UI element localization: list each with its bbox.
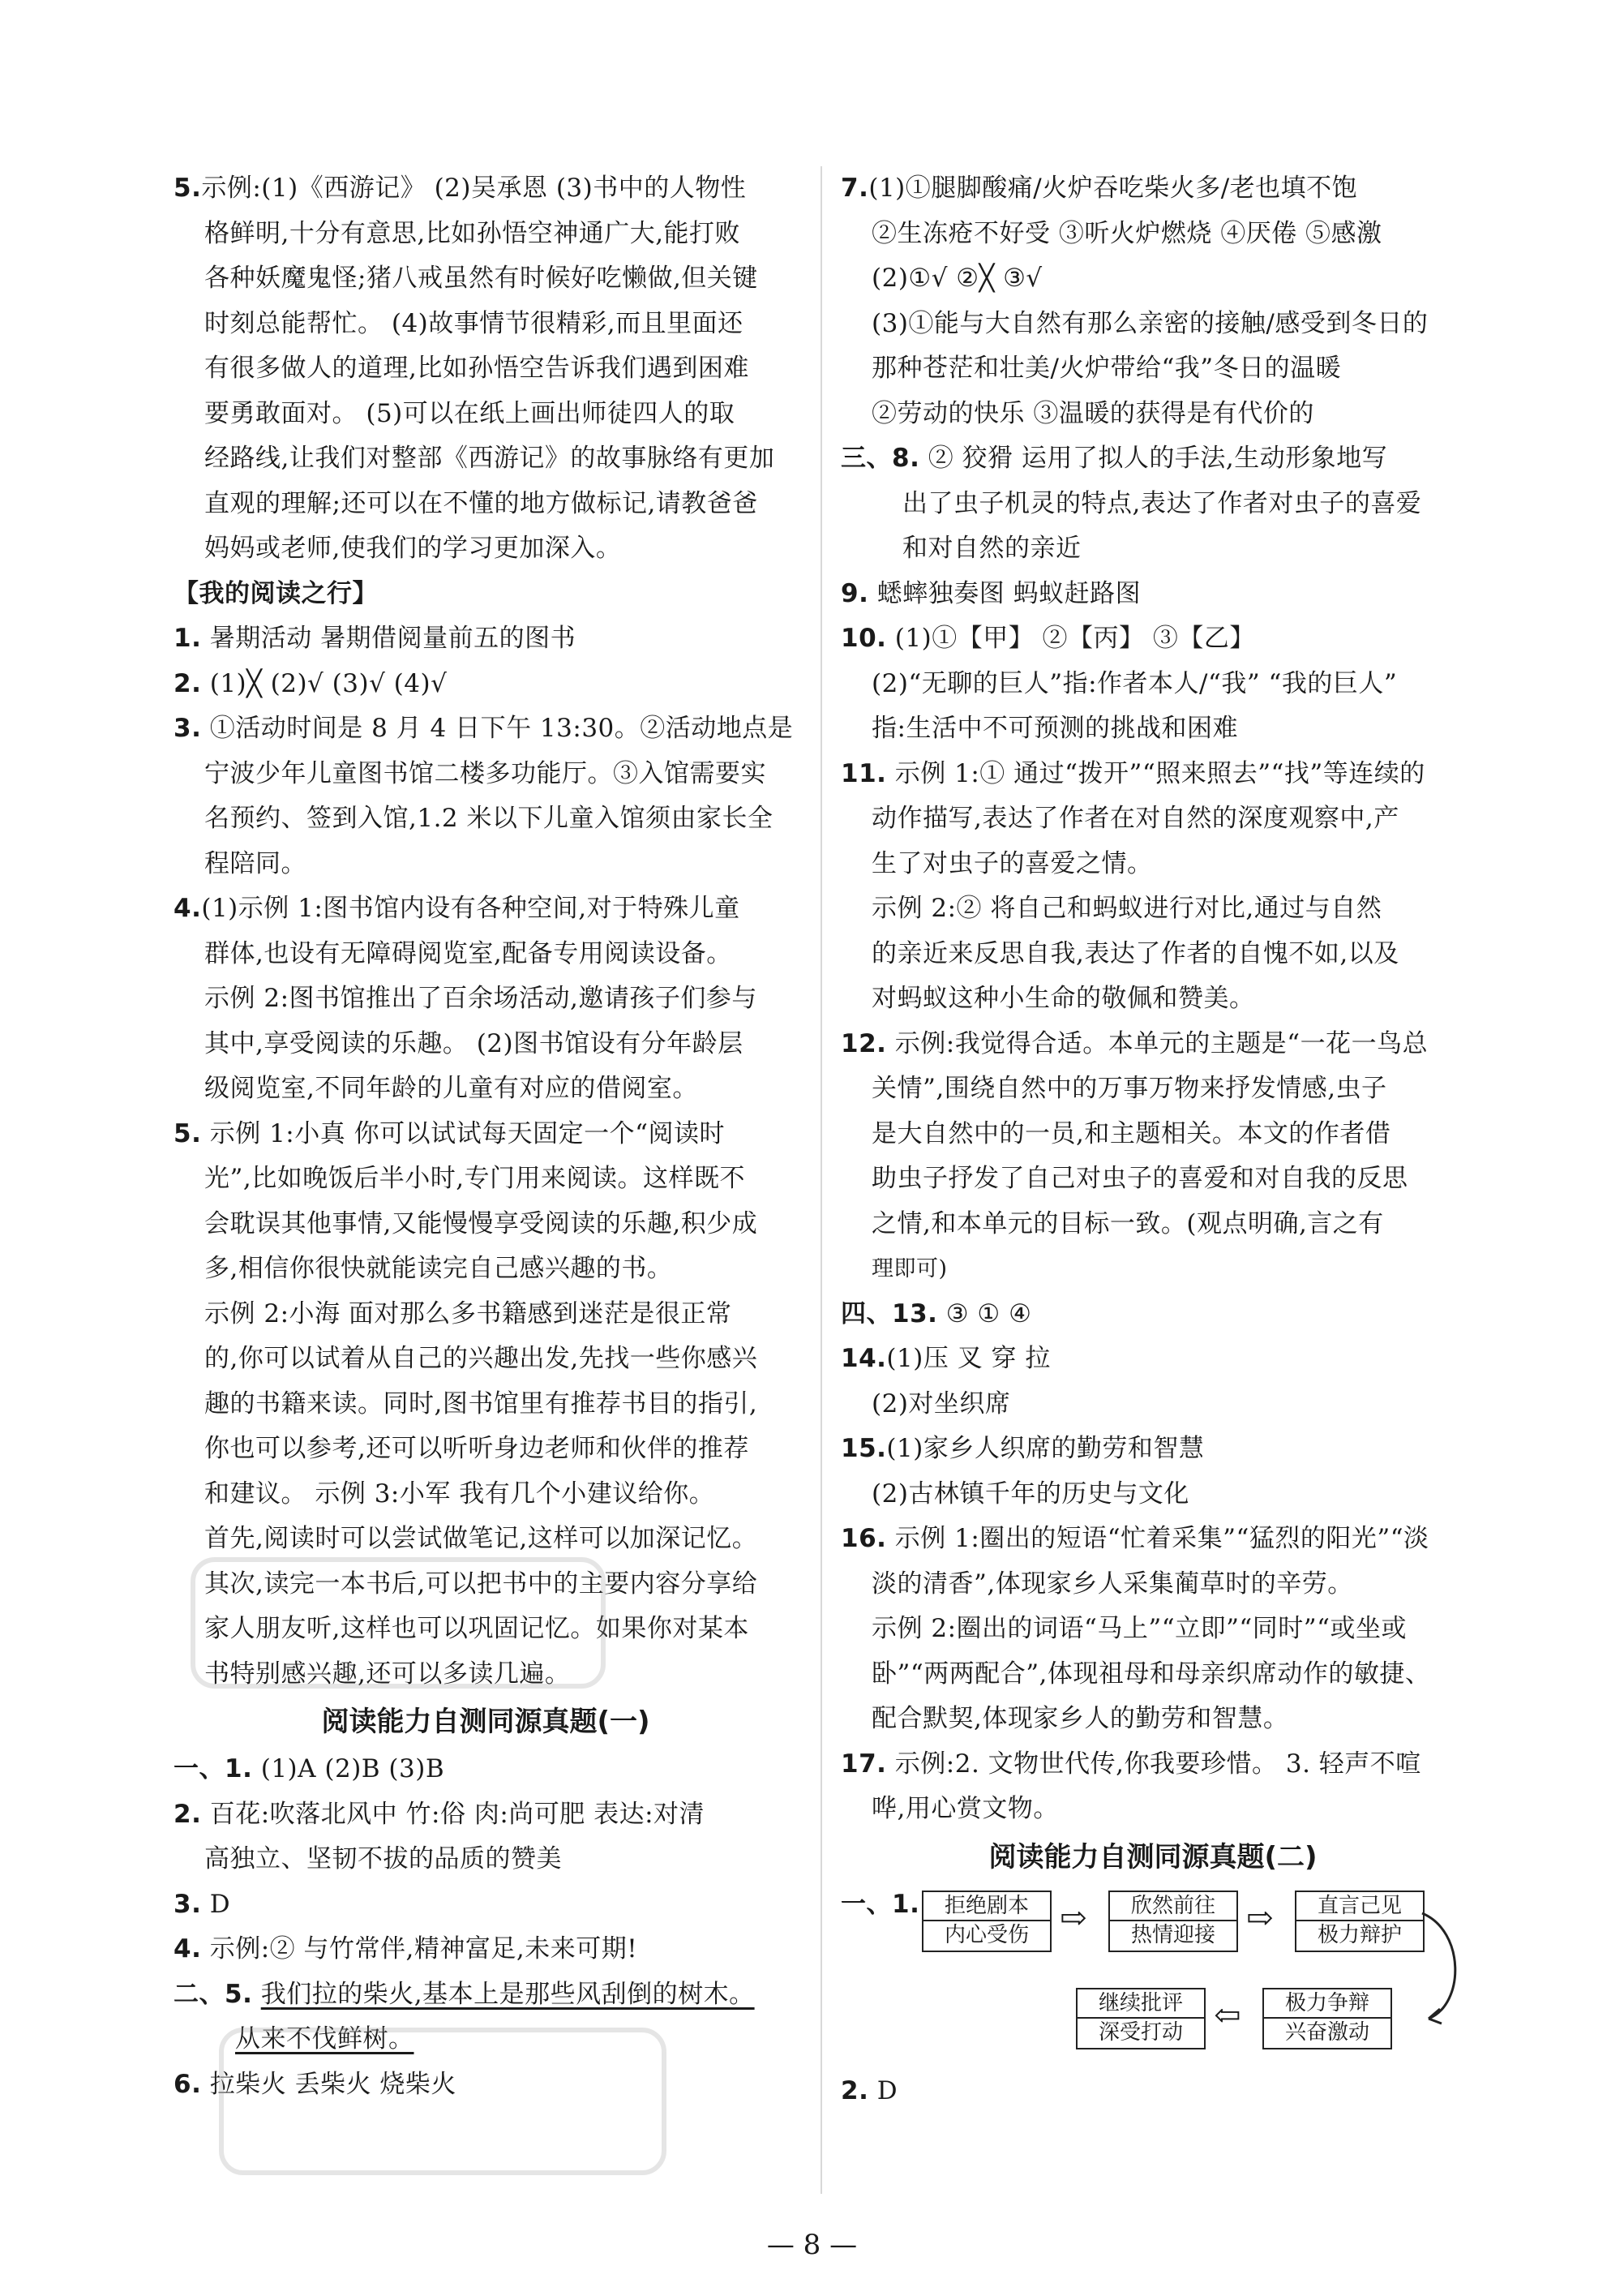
answer-8: 三、8. ② 狡猾 运用了拟人的手法,生动形象地写 出了虫子机灵的特点,表达了作者对虫子的喜爱 和对自然的亲近: [841, 444, 1422, 563]
answer-13: 四、13. ③ ① ④: [841, 1298, 1032, 1328]
left-column: [174, 166, 798, 2107]
arrow-right-icon: ⇨: [1060, 1899, 1087, 1937]
answer-r4: 4.(1)示例 1:图书馆内设有各种空间,对于特殊儿童 群体,也设有无障碍阅览室,配备专用阅读设备。 示例 2:图书馆推出了百余场活动,邀请孩子们参与 其中,享受阅读的乐趣。 (2)图书馆设有分年龄层 级阅览室,不同年龄的儿童有对应的借阅室。: [174, 894, 757, 1103]
answer-t5: 二、5. 我们拉的柴火,基本上是那些风刮倒的树木。 从来不伐鲜树。: [174, 1979, 755, 2054]
flow-box-5: 继续批评 深受打动: [1076, 1988, 1206, 2049]
page-number: — 8 —: [766, 2229, 858, 2261]
answer-17: 17. 示例:2. 文物世代传,你我要珍惜。 3. 轻声不喧 哗,用心赏文物。: [841, 1749, 1421, 1823]
answer-t1: 一、1. (1)A (2)B (3)B: [174, 1754, 445, 1783]
answer-5: 5.示例:(1)《西游记》 (2)吴承恩 (3)书中的人物性 格鲜明,十分有意思,比如孙悟空神通广大,能打败 各种妖魔鬼怪;猪八戒虽然有时候好吃懒做,但关键 时刻总能帮忙。 (4)故事情节很精彩,而且里面还 有很多做人的道理,比如孙悟空告诉我们遇到困难 要勇敢面对。 (5)可以在纸上画出师徒四人的取 经路线,让我们对整部《西游记》的故事脉络有更加 直观的理解;还可以在不懂的地方做标记,请教爸爸 妈妈或老师,使我们的学习更加深入。: [174, 174, 775, 563]
answer-t2: 2. 百花:吹落北风中 竹:俗 肉:尚可肥 表达:对清 高独立、坚韧不拔的品质的赞美: [174, 1799, 705, 1873]
flow-box-1: 拒绝剧本 内心受伤: [922, 1891, 1052, 1952]
flow-box-2: 欣然前往 热情迎接: [1108, 1891, 1238, 1952]
arrow-left-icon: ⇦: [1214, 1996, 1241, 2034]
arrow-right-icon: ⇨: [1246, 1899, 1274, 1937]
answer-r3: 3. ①活动时间是 8 月 4 日下午 13:30。②活动地点是 宁波少年儿童图书馆二楼多功能厅。③入馆需要实 名预约、签到入馆,1.2 米以下儿童入馆须由家长全 程陪同。: [174, 714, 794, 878]
answer-t4: 4. 示例:② 与竹常伴,精神富足,未来可期!: [174, 1934, 638, 1964]
section-title-test-1: 阅读能力自测同源真题(一): [321, 1706, 650, 1738]
answer-10: 10. (1)①【甲】 ②【丙】 ③【乙】 (2)“无聊的巨人”指:作者本人/“我” “我的巨人” 指:生活中不可预测的挑战和困难: [841, 624, 1398, 743]
answer-t2-2: 2. D: [841, 2075, 898, 2105]
curved-arrow-icon: [1420, 1907, 1469, 2028]
answer-12: 12. 示例:我觉得合适。本单元的主题是“一花一鸟总 关情”,围绕自然中的万事万物来抒发情感,虫子 是大自然中的一员,和主题相关。本文的作者借 助虫子抒发了自己对虫子的喜爱和对自我的反思 之情,和本单元的目标一致。(观点明确,言之有 理即可): [841, 1028, 1429, 1281]
flow-diagram: 一、1. 拒绝剧本 内心受伤 ⇨ 欣然前往 热情迎接 ⇨ 直言己见 极力辩护 极力争辩 兴奋激动 ⇦ 继续批评 深受打动: [841, 1882, 1465, 2069]
flow-box-4: 极力争辩 兴奋激动: [1262, 1988, 1392, 2049]
answer-11: 11. 示例 1:① 通过“拨开”“照来照去”“找”等连续的 动作描写,表达了作者在对自然的深度观察中,产 生了对虫子的喜爱之情。 示例 2:② 将自己和蚂蚁进行对比,通过与自然 的亲近来反思自我,表达了作者的自愧不如,以及 对蚂蚁这种小生命的敬佩和赞美。: [841, 758, 1425, 1013]
answer-9: 9. 蟋蟀独奏图 蚂蚁赶路图: [841, 578, 1142, 608]
answer-t6: 6. 拉柴火 丢柴火 烧柴火: [174, 2069, 456, 2099]
answer-r2: 2. (1)╳ (2)√ (3)√ (4)√: [174, 668, 448, 698]
column-divider: [821, 166, 822, 2194]
flow-box-3: 直言己见 极力辩护: [1295, 1891, 1425, 1952]
answer-15: 15.(1)家乡人织席的勤劳和智慧 (2)古林镇千年的历史与文化: [841, 1434, 1205, 1509]
answer-r5: 5. 示例 1:小真 你可以试试每天固定一个“阅读时 光”,比如晚饭后半小时,专门用来阅读。这样既不 会耽误其他事情,又能慢慢享受阅读的乐趣,积少成 多,相信你很快就能读完自己感兴趣的书。 示例 2:小海 面对那么多书籍感到迷茫是很正常 的,你可以试着从自己的兴趣出发,先找一些你感兴 趣的书籍来读。同时,图书馆里有推荐书目的指引, 你也可以参考,还可以听听身边老师和伙伴的推荐 和建议。 示例 3:小军 我有几个小建议给你。 首先,阅读时可以尝试做笔记,这样可以加深记忆。 其次,读完一本书后,可以把书中的主要内容分享给 家人朋友听,这样也可以巩固记忆。如果你对某本 书特别感兴趣,还可以多读几遍。: [174, 1118, 758, 1689]
answer-7: 7.(1)①腿脚酸痛/火炉吞吃柴火多/老也填不饱 ②生冻疮不好受 ③听火炉燃烧 ④厌倦 ⑤感激 (2)①√ ②╳ ③√ (3)①能与大自然有那么亲密的接触/感受到冬日的 那种苍茫和壮美/火炉带给“我”冬日的温暖 ②劳动的快乐 ③温暖的获得是有代价的: [841, 174, 1429, 428]
right-column: [841, 166, 1465, 2114]
answer-14: 14.(1)压 叉 穿 拉 (2)对坐织席: [841, 1344, 1051, 1418]
section-heading-reading-trip: 【我的阅读之行】: [174, 578, 378, 608]
section-title-test-2: 阅读能力自测同源真题(二): [988, 1840, 1318, 1873]
answer-r1: 1. 暑期活动 暑期借阅量前五的图书: [174, 624, 576, 653]
answer-16: 16. 示例 1:圈出的短语“忙着采集”“猛烈的阳光”“淡 淡的清香”,体现家乡人采集蔺草时的辛劳。 示例 2:圈出的词语“马上”“立即”“同时”“或坐或 卧”“两两配合”,体现祖母和母亲织席动作的敏捷、 配合默契,体现家乡人的勤劳和智慧。: [841, 1524, 1431, 1733]
answer-t3: 3. D: [174, 1889, 231, 1919]
